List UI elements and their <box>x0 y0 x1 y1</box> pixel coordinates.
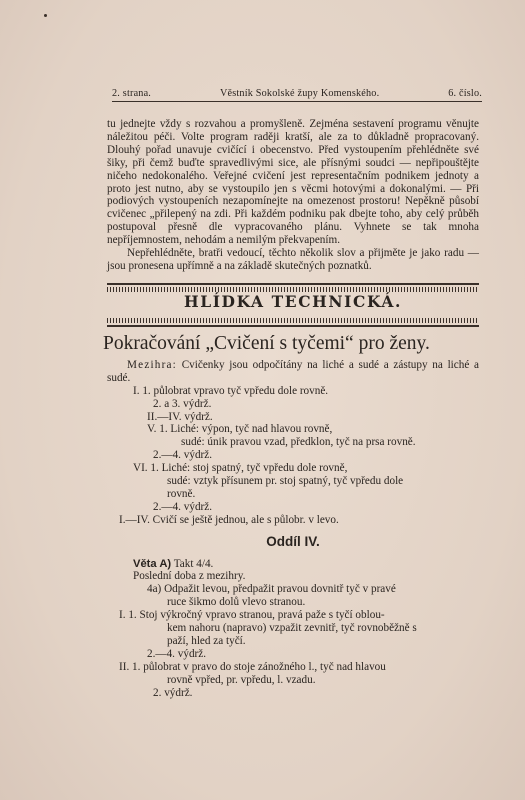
issue-number: 6. číslo. <box>448 88 482 99</box>
page-content <box>103 118 479 700</box>
veta-line: kem nahoru (napravo) vzpažit zevnitř, tyč rovnoběžně s <box>167 622 417 635</box>
step-line: 2. a 3. výdrž. <box>153 397 212 410</box>
journal-title: Věstník Sokolské župy Komenského. <box>219 88 380 99</box>
veta-heading <box>107 558 479 571</box>
mezihra-paragraph <box>107 359 479 385</box>
step-line: 2.—4. výdrž. <box>153 449 213 462</box>
step-line: VI. 1. Liché: stoj spatný, tyč vpředu dole rovně, <box>133 462 348 475</box>
exercise-steps <box>107 385 479 527</box>
veta-line: 4a) Odpažit levou, předpažit pravou dovnitř tyč v pravé <box>147 583 396 596</box>
banner-title: HLÍDKA TECHNICKÁ. <box>183 291 403 311</box>
veta-line: rovně vpřed, pr. vpředu, l. vzadu. <box>167 673 316 686</box>
oddil-heading: Oddíl IV. <box>266 533 320 549</box>
veta-lines <box>107 570 479 699</box>
veta-line: 2.—4. výdrž. <box>147 647 207 660</box>
page-number: 2. strana. <box>112 88 152 99</box>
step-line: 2.—4. výdrž. <box>153 500 213 513</box>
veta-line: paží, hled za tyčí. <box>167 635 246 647</box>
ink-dot <box>44 14 47 17</box>
running-header <box>112 88 482 102</box>
mezihra-label: Mezihra: <box>127 358 177 371</box>
step-line: I.—IV. Cvičí se ještě jednou, ale s půlobr. v levo. <box>119 513 339 526</box>
step-line: I. 1. půlobrat vpravo tyč vpředu dole rovně. <box>133 384 329 397</box>
mezihra-text: Cvičenky jsou odpočítány na liché a sudé a zástupy na liché a sudé. <box>107 358 479 384</box>
intro-paragraph-1: tu jednejte vždy s rozvahou a promyšleně. Zejména sestavení programu věnujte náležitou péči. Volte program raději kratší, ale za to důkladně propracovaný. Dlouhý pořad unavuje cvičící i obecenstvo. Před vystoupením přehlédněte své šiky, při čemž buďte spravedlivými sice, ale přísnými soudci — nepřipouštějte ničeho nedokonalého. Veřejné cvičení jest representačním podnikem jednoty a proto jest nutno, aby se vystoupilo jen s věcmi hotovými a dokonalými. — Při podiových vystoupeních nezapomínejte na omezenost prostoru! Nepěkně působí cvičenec „přilepený na zdi. Při každém podniku pak dbejte toho, aby celý průběh postupoval přesně dle vypracovaného plánu. Vyhnete se tak mnoha nepříjemnostem, nehodám a nemilým překvapením. <box>107 118 479 247</box>
veta-line: I. 1. Stoj výkročný vpravo stranou, pravá paže s tyčí oblou- <box>119 609 385 622</box>
veta-line: Poslední doba z mezihry. <box>133 570 246 583</box>
step-line: sudé: vztyk přísunem pr. stoj spatný, tyč vpředu dole <box>167 475 404 488</box>
step-line: rovně. <box>167 487 196 500</box>
section-title: Pokračování „Cvičení s tyčemi“ pro ženy. <box>103 332 430 354</box>
veta-label: Věta A) <box>133 557 172 570</box>
step-line: V. 1. Liché: výpon, tyč nad hlavou rovně, <box>147 423 333 436</box>
veta-line: II. 1. půlobrat v pravo do stoje zánožného l., tyč nad hlavou <box>119 660 386 673</box>
section-banner <box>107 283 479 327</box>
step-line: II.—IV. výdrž. <box>147 410 213 423</box>
veta-takt: Takt 4/4. <box>173 557 214 570</box>
veta-line: 2. výdrž. <box>153 686 193 699</box>
intro-paragraph-2: Nepřehlédněte, bratři vedoucí, těchto několik slov a přijměte je jako radu — jsou pronesena upřímně a na základě skutečných poznatků. <box>107 247 479 272</box>
step-line: sudé: únik pravou vzad, předklon, tyč na prsa rovně. <box>181 436 416 449</box>
veta-line: ruce šikmo dolů vlevo stranou. <box>167 596 306 609</box>
banner-bottom-rule <box>107 318 479 323</box>
